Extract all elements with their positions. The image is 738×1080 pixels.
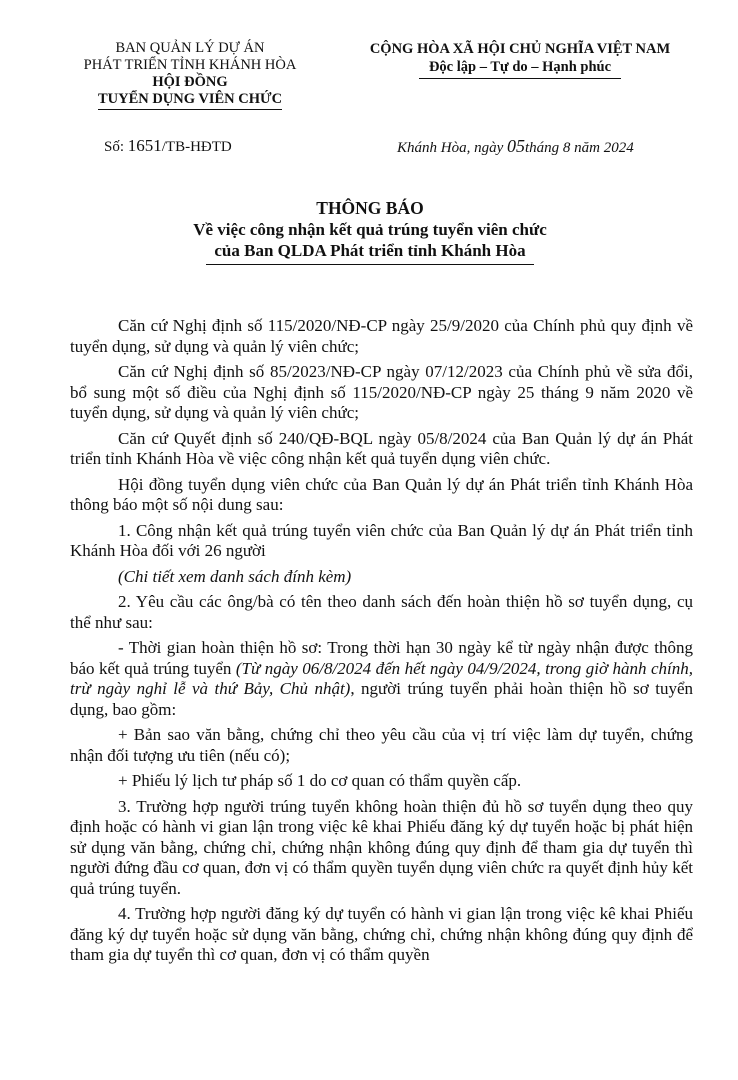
agency-line-2: PHÁT TRIỂN TỈNH KHÁNH HÒA xyxy=(83,57,297,73)
paragraph-item-2: 2. Yêu cầu các ông/bà có tên theo danh sách đến hoàn thiện hồ sơ tuyển dụng, cụ thể như sau: xyxy=(70,592,693,632)
paragraph-item-4: 4. Trường hợp người đăng ký dự tuyển có hành vi gian lận trong việc kê khai Phiếu đăng ký dự tuyển hoặc sử dụng văn bằng, chứng chỉ, chứng nhận không đúng quy định để tham gia dự tuyển thì cơ quan, đơn vị có thẩm quyền xyxy=(70,904,693,964)
deadline-text-c: , người trúng tuyển phải hoàn thiện hồ sơ tuyển dụng, bao gồm: xyxy=(70,679,693,719)
number-prefix: Số: xyxy=(104,139,125,155)
handwritten-day: 05 xyxy=(507,136,525,156)
paragraph-announcement-intro: Hội đồng tuyển dụng viên chức của Ban Quản lý dự án Phát triển tỉnh Khánh Hòa thông báo một số nội dung sau: xyxy=(70,474,693,514)
nation-name: CỘNG HÒA XÃ HỘI CHỦ NGHĨA VIỆT NAM xyxy=(369,41,671,57)
paragraph-legal-basis-3: Căn cứ Quyết định số 240/QĐ-BQL ngày 05/8/2024 của Ban Quản lý dự án Phát triển tỉnh Khánh Hòa về việc công nhận kết quả tuyển dụng viên chức. xyxy=(70,428,693,468)
document-number xyxy=(104,136,232,156)
council-line-1: HỘI ĐỒNG xyxy=(152,74,228,90)
paragraph-item-3: 3. Trường hợp người trúng tuyển không hoàn thiện đủ hồ sơ tuyển dụng theo quy định hoặc có hành vi gian lận trong việc kê khai Phiếu đăng ký dự tuyển hoặc bị phát hiện sử dụng văn bằng, chứng chỉ, chứng nhận không đúng quy định để tham gia dự tuyển thì người đứng đầu cơ quan, đơn vị có thẩm quyền tuyển dụng viên chức ra quyết định hủy kết quả trúng tuyển. xyxy=(70,796,693,898)
paragraph-deadline xyxy=(70,638,693,720)
paragraph-legal-basis-2: Căn cứ Nghị định số 85/2023/NĐ-CP ngày 07/12/2023 của Chính phủ về sửa đổi, bổ sung một số điều của Nghị định số 115/2020/NĐ-CP ngày 25 tháng 9 năm 2020 về tuyển dụng, sử dụng và quản lý viên chức; xyxy=(70,362,693,422)
document-title xyxy=(70,198,670,265)
handwritten-number: 1651 xyxy=(127,136,162,155)
document-body xyxy=(70,316,693,971)
title-subject-2: của Ban QLDA Phát triển tỉnh Khánh Hòa xyxy=(206,240,533,265)
paragraph-requirement-record: + Phiếu lý lịch tư pháp số 1 do cơ quan có thẩm quyền cấp. xyxy=(118,771,522,790)
national-motto: Độc lập – Tự do – Hạnh phúc xyxy=(419,58,621,79)
title-subject-1: Về việc công nhận kết quả trúng tuyển viên chức xyxy=(193,220,547,239)
title-heading: THÔNG BÁO xyxy=(316,198,424,218)
council-line-2: TUYỂN DỤNG VIÊN CHỨC xyxy=(98,91,282,110)
deadline-text-a: - Thời gian hoàn thiện hồ sơ: Trong thời hạn 30 ngày kể từ ngày nhận được thông báo kết quả trúng tuyển xyxy=(70,638,693,678)
paragraph-item-1: 1. Công nhận kết quả trúng tuyển viên chức của Ban Quản lý dự án Phát triển tỉnh Khánh Hòa đối với 26 người xyxy=(70,520,693,560)
date-suffix: tháng 8 năm 2024 xyxy=(525,140,634,156)
paragraph-requirement-diplomas: + Bản sao văn bằng, chứng chỉ theo yêu cầu của vị trí việc làm dự tuyển, chứng nhận đối tượng ưu tiên (nếu có); xyxy=(70,725,693,765)
date-prefix: Khánh Hòa, ngày xyxy=(397,140,504,156)
paragraph-attachment-note: (Chi tiết xem danh sách đính kèm) xyxy=(118,566,352,586)
deadline-period: (Từ ngày 06/8/2024 đến hết ngày 04/9/2024, trong giờ hành chính, trừ ngày nghỉ lễ và thứ Bảy, Chủ nhật) xyxy=(70,658,693,698)
number-suffix: /TB-HĐTD xyxy=(161,139,232,155)
issue-date xyxy=(397,136,634,157)
agency-line-1: BAN QUẢN LÝ DỰ ÁN xyxy=(115,40,265,56)
issuing-agency-header xyxy=(40,40,340,110)
paragraph-legal-basis-1: Căn cứ Nghị định số 115/2020/NĐ-CP ngày 25/9/2020 của Chính phủ quy định về tuyển dụng, sử dụng và quản lý viên chức; xyxy=(70,316,693,356)
national-header xyxy=(340,40,700,79)
